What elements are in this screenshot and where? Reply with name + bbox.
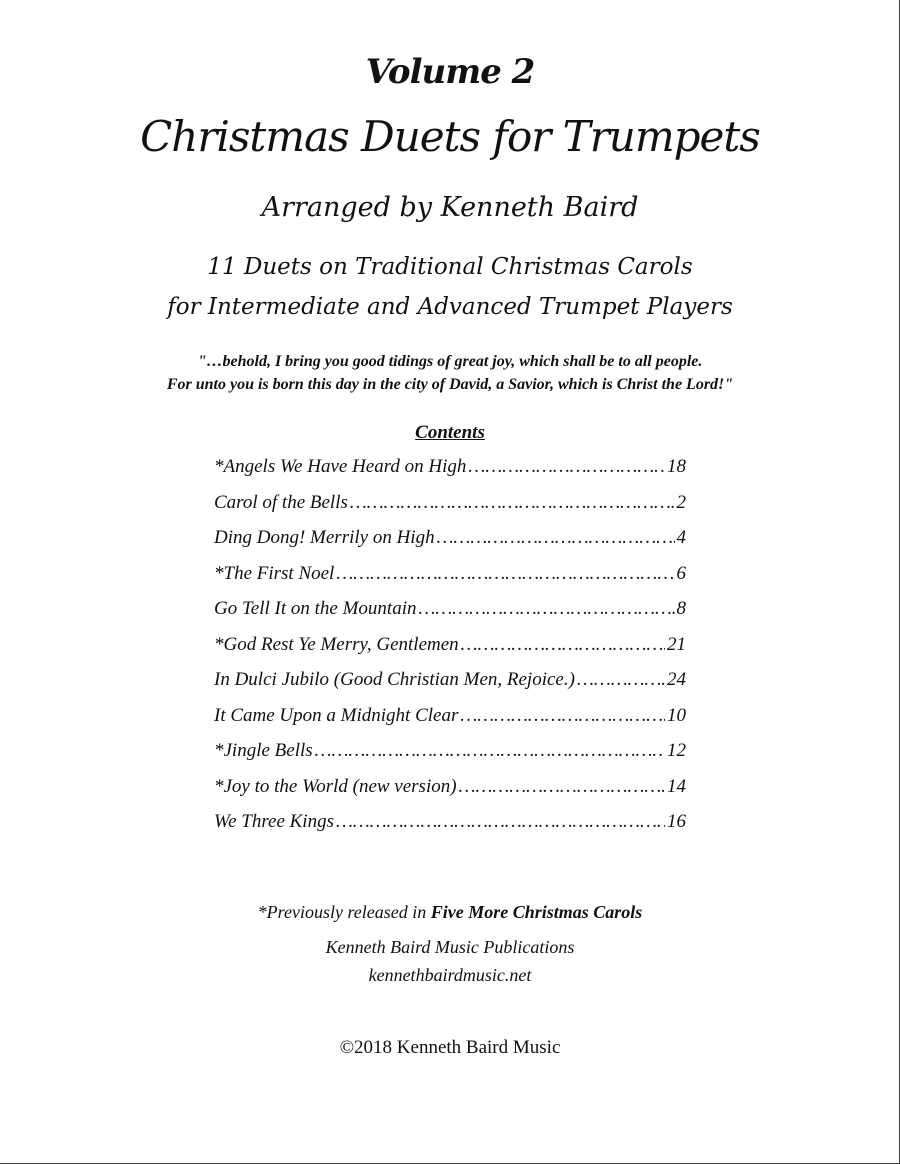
toc-page: 12 [667,740,686,761]
toc-page: 21 [667,633,686,655]
quote-line-1: "…behold, I bring you good tidings of great joy, which shall be to all people. [197,353,703,370]
toc-title: *Angels We Have Heard on High [214,456,467,477]
toc-leader [350,492,675,514]
toc-page: 14 [667,775,686,797]
toc-leader [459,776,665,798]
toc-leader [460,705,665,727]
previously-released-note [0,902,900,923]
toc-row [214,492,686,528]
toc-title: *Joy to the World (new version) [214,775,457,797]
toc-row [214,563,686,599]
toc-row [214,527,686,563]
toc-title: In Dulci Jubilo (Good Christian Men, Rejoice.) [214,669,575,690]
arranger-line: Arranged by Kenneth Baird [261,192,639,223]
note-collection-title: Five More Christmas Carols [430,902,643,922]
note-prefix: *Previously released in [257,902,431,922]
toc-row [214,456,686,492]
toc-page: 2 [676,491,686,513]
toc-row [214,598,686,634]
toc-row [214,634,686,670]
toc-title: *The First Noel [214,562,335,584]
toc-row [214,705,686,741]
toc-leader [336,563,674,585]
toc-leader [419,598,675,620]
toc-page: 6 [676,562,686,584]
toc-row [214,740,686,776]
publisher-website: kennethbairdmusic.net [368,965,532,985]
toc-row [214,811,686,847]
toc-title: Ding Dong! Merrily on High [214,527,435,548]
toc-page: 4 [676,527,686,548]
toc-title: Go Tell It on the Mountain [214,598,417,619]
table-of-contents [214,456,686,847]
description-line-1: 11 Duets on Traditional Christmas Carols [207,254,693,280]
toc-leader [315,740,665,762]
toc-leader [461,634,665,656]
toc-page: 24 [667,669,686,690]
toc-leader [468,456,665,478]
contents-heading: Contents [415,422,485,443]
toc-title: We Three Kings [214,811,334,832]
toc-page: 10 [667,704,686,726]
toc-title: It Came Upon a Midnight Clear [214,704,459,726]
page-title: Christmas Duets for Trumpets [140,112,760,161]
toc-row [214,669,686,705]
toc-title: *Jingle Bells [214,740,313,761]
toc-leader [336,811,665,833]
publisher-name: Kenneth Baird Music Publications [325,937,575,957]
toc-title: *God Rest Ye Merry, Gentlemen [214,633,459,655]
copyright-notice: ©2018 Kenneth Baird Music [339,1037,561,1058]
toc-page: 16 [667,811,686,832]
quote-line-2: For unto you is born this day in the city of David, a Savior, which is Christ the Lord!" [166,376,734,393]
toc-leader [437,527,675,549]
toc-page: 18 [667,456,686,477]
description-line-2: for Intermediate and Advanced Trumpet Players [167,294,733,320]
toc-page: 8 [676,598,686,619]
toc-title: Carol of the Bells [214,491,348,513]
volume-heading: Volume 2 [365,52,535,92]
toc-row [214,776,686,812]
toc-leader [577,669,665,691]
